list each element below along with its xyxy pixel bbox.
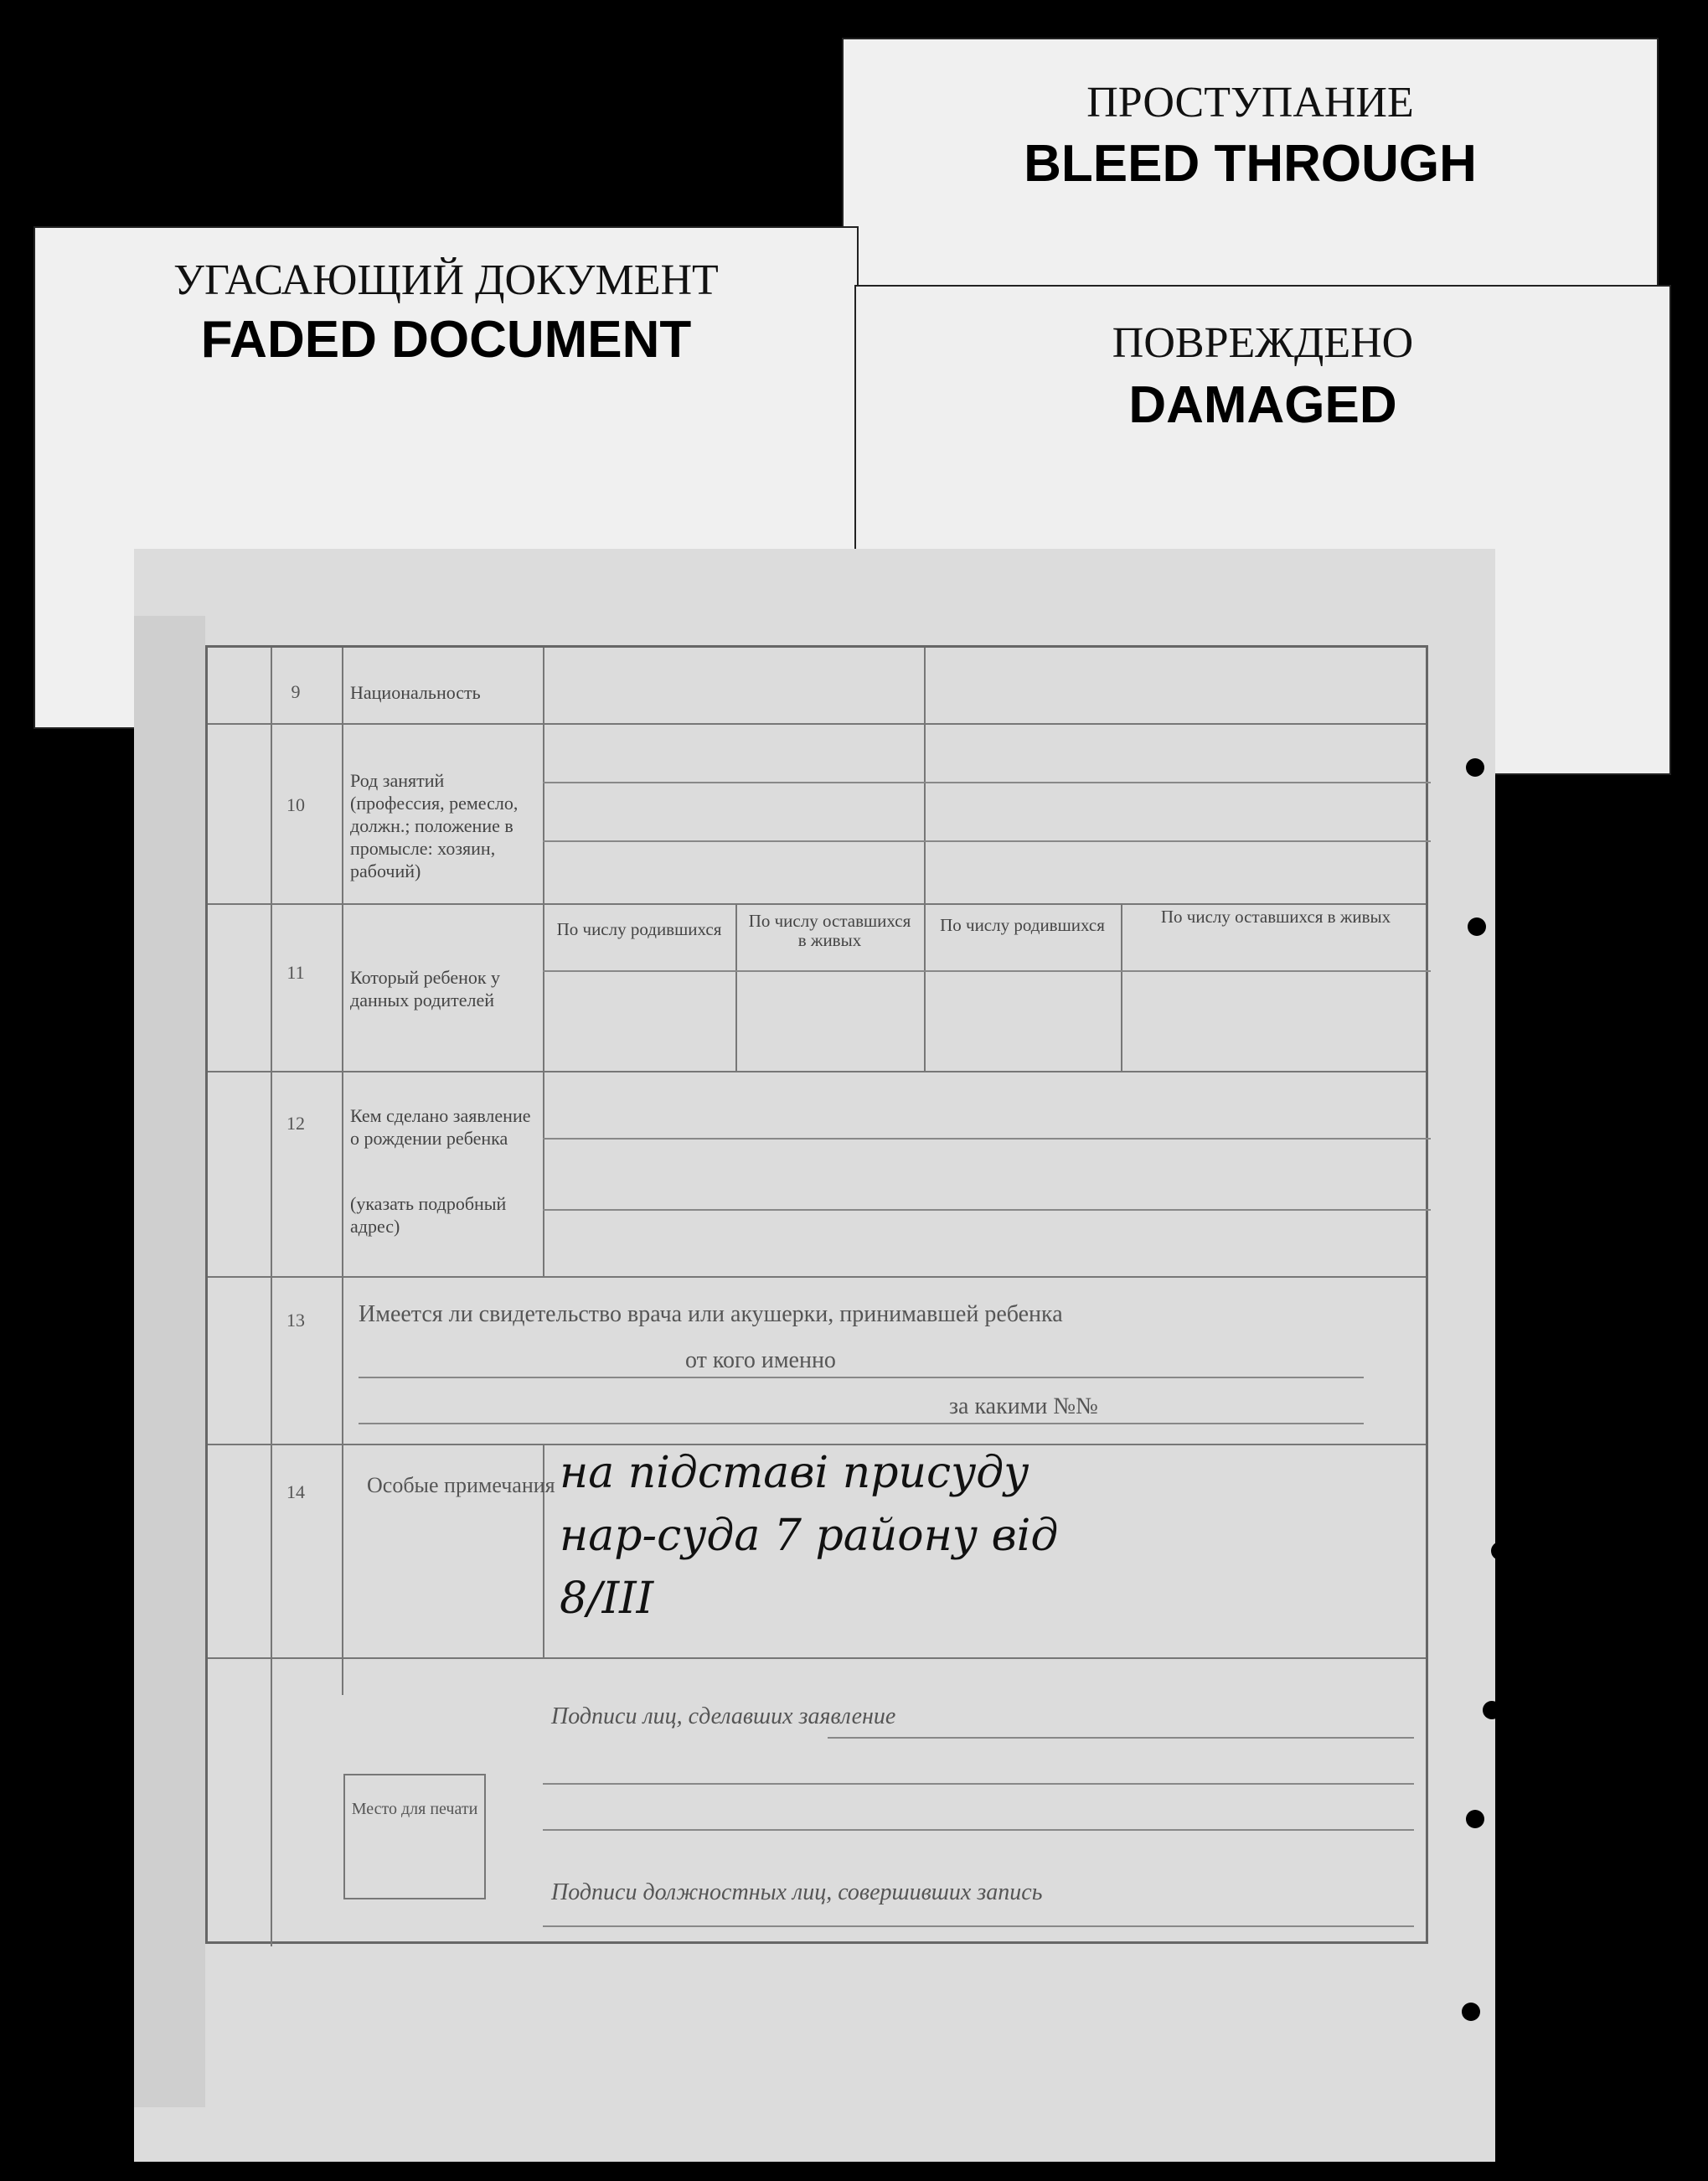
handwritten-note-line-3: 8/III <box>560 1574 654 1624</box>
signature-line <box>543 1783 1414 1785</box>
damaged-en: DAMAGED <box>1128 376 1397 434</box>
row-13-number: 13 <box>286 1310 305 1331</box>
handwritten-note-line-1: на підставі присуду <box>560 1448 1029 1498</box>
row-9-number: 9 <box>291 681 301 702</box>
row-12-note: (указать подробный адрес) <box>350 1193 507 1237</box>
punch-hole <box>1483 1701 1501 1719</box>
handwritten-note-line-2: нар-суда 7 району від <box>560 1511 1059 1561</box>
row-14-number: 14 <box>286 1481 305 1502</box>
row-12-line <box>543 1209 1431 1211</box>
header-born-2: По числу родившихся <box>940 915 1105 935</box>
row-12 <box>208 1071 1426 1278</box>
signature-line <box>828 1737 1414 1739</box>
row-12-number: 12 <box>286 1113 305 1134</box>
bleed-through-en: BLEED THROUGH <box>1024 135 1477 193</box>
signatures-applicants: Подписи лиц, сделавших заявление <box>551 1703 896 1729</box>
row-13-line <box>359 1377 1364 1378</box>
row-13-from-whom: от кого именно <box>685 1347 836 1373</box>
header-alive-1: По числу оставшихся в живых <box>748 911 911 950</box>
row-9-label: Национальность <box>350 682 481 703</box>
row-10-number: 10 <box>286 794 305 815</box>
row-14-label: Особые примечания <box>367 1473 555 1497</box>
header-alive-2: По числу оставшихся в живых <box>1160 907 1391 927</box>
record-sheet <box>134 549 1495 2162</box>
row-10-line <box>543 840 1431 842</box>
signature-line <box>543 1925 1414 1927</box>
punch-hole <box>1462 2003 1480 2021</box>
punch-hole <box>1468 917 1486 936</box>
damaged-ru: ПОВРЕЖДЕНО <box>1112 319 1414 367</box>
row-11-header-line <box>543 970 1431 972</box>
row-12-line <box>543 1138 1431 1140</box>
row-12-label: Кем сделано заявление о рождении ребенка <box>350 1105 531 1149</box>
row-13-line <box>359 1423 1364 1424</box>
faded-document-ru: УГАСАЮЩИЙ ДОКУМЕНТ <box>173 256 719 304</box>
row-11-label: Который ребенок у данных родителей <box>350 967 501 1010</box>
row-13-numbers: за какими №№ <box>949 1393 1098 1419</box>
left-margin-strip <box>134 616 205 2107</box>
stamp-place: Место для печати <box>343 1774 486 1899</box>
punch-hole <box>1466 758 1484 777</box>
row-10-line <box>543 782 1431 783</box>
signatures-officials: Подписи должностных лиц, совершивших запись <box>551 1879 1043 1905</box>
row-10-label: Род занятий (профессия, ремесло, должн.; положение в промысле: хозяин, рабочий) <box>350 770 519 881</box>
signature-line <box>543 1829 1414 1831</box>
column-line <box>1121 903 1122 1071</box>
column-line <box>735 903 737 1071</box>
punch-hole <box>1466 1810 1484 1828</box>
faded-document-en: FADED DOCUMENT <box>200 311 692 369</box>
form-table <box>205 645 1428 1944</box>
bleed-through-ru: ПРОСТУПАНИЕ <box>1086 79 1414 127</box>
row-13-question: Имеется ли свидетельство врача или акушерки, принимавшей ребенка <box>359 1301 1063 1327</box>
header-born-1: По числу родившихся <box>556 919 722 939</box>
punch-hole <box>1491 1542 1509 1560</box>
column-line <box>543 1071 544 1276</box>
row-11-number: 11 <box>286 962 305 983</box>
